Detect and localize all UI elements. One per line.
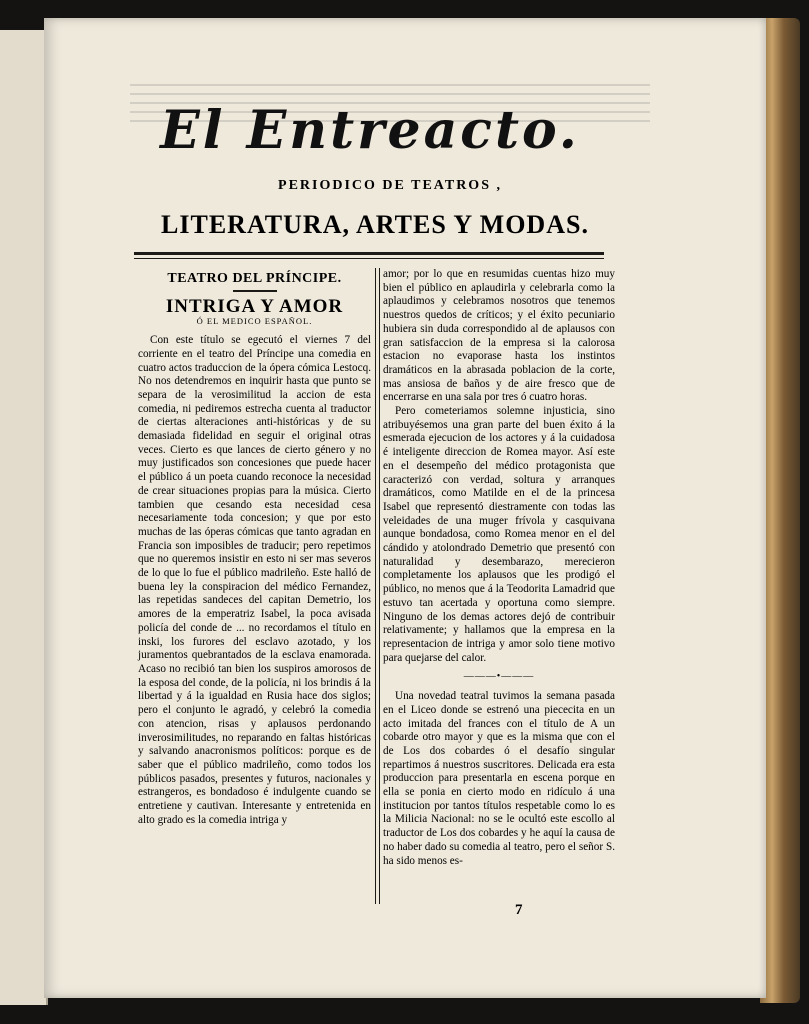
section-rule bbox=[233, 290, 277, 292]
masthead-title: El Entreacto. bbox=[160, 100, 580, 161]
left-page-edge bbox=[0, 30, 48, 1005]
column-left bbox=[138, 272, 371, 827]
masthead-rule-thin bbox=[134, 258, 604, 259]
masthead-rule-thick bbox=[134, 252, 604, 255]
ornament-divider: ———•——— bbox=[463, 671, 535, 683]
article-paragraph: Con este título se egecutó el viernes 7 del corriente en el teatro del Príncipe una comedia en cuatro actos traduccion de la ópera cómica Lestocq. No nos detendremos en inquirir hasta que punto se separa de la verosimilitud la accion de esta comedia, ni pediremos estrecha cuenta al traductor de ciertas alteraciones anti-históricas y de su demasiada fidelidad en seguir el original otras veces. Cierto es que lances de cierto género y no muy justificados son concesiones que puede hacer el público á un poeta cuando reconoce la necesidad de crear situaciones propias para la música. Cierto tambien que cesando esta necesidad cesa necesariamente toda concesion; y que por esto muchas de las óperas cómicas que tanto agradan en Francia son imposibles de traducir; pero repetimos que no queremos insistir en esto ni ser mas severos de lo que lo fue el público madrileño. Este halló de buena ley la conspiracion del médico Fernandez, las repetidas sandeces del capitan Demetrio, los amores de la emperatriz Isabel, la poca avisada policía del conde de ... no recordamos el título en inski, los furores del esclavo azotado, y los juramentos quebrantados de la esclava enamorada. Acaso no recibió tan bien los suspiros amorosos de la esposa del conde, de la policía, ni los brindis á la libertad y á la igualdad en Rusia hace dos siglos; pero el conjunto le agradó, y celebró la comedia con atencion, risas y aplausos perdonando inverosimilitudes, no reparando en faltas históricas y salvando anacronismos políticos: porque es de saber que el público madrileño, como todos los públicos pasados, presentes y futuros, nacionales y estrangeros, es bondadoso é indulgente cuando se entretiene y cautivan. Interesante y entretenida en alto grado es la comedia intriga y bbox=[138, 334, 371, 826]
play-subtitle: Ó EL MEDICO ESPAÑOL. bbox=[196, 316, 313, 327]
column-right bbox=[383, 268, 615, 868]
play-title: INTRIGA Y AMOR bbox=[165, 295, 344, 317]
book-spine-edge bbox=[760, 18, 800, 1003]
article-paragraph: Pero cometeriamos solemne injusticia, sino atribuyésemos una gran parte del buen éxito á la esmerada ejecucion de los actores y á la cuidadosa é inteligente direccion de Romea mayor. Así este en el desempeño del médico protagonista que caracterizó con verdad, soltura y arranques dramáticos, como Matilde en el de la princesa Isabel que representó diestramente con todas las veleidades de una muger frívola y casquivana aunque bondadosa, como Romea menor en el del cándido y atolondrado Demetrio que presentó con naturalidad y desembarazo, merecieron completamente los aplausos que les prodigó el público, no menos que á la Teodorita Lamadrid que estuvo tan acertada y oportuna como siempre. Ninguno de los demas actores dejó de contribuir relativamente; y hallamos que la empresa en la representacion de intriga y amor solo tiene motivo para quejarse del calor. bbox=[383, 405, 615, 664]
section-heading: TEATRO DEL PRÍNCIPE. bbox=[167, 271, 342, 286]
article-paragraph: amor; por lo que en resumidas cuentas hizo muy bien el público en aplaudirla y celebrarla como la aplaudimos y celebramos nosotros que tenemos nuestros quedos de críticos; y el éxito pecuniario hubiera sin duda correspondido al de aplausos con gran satisfaccion de la empresa si la calorosa estacion no evaporase hasta los instintos dramáticos en la abrasada poblacion de la corte, mas ansiosa de baños y de aire fresco que de encerrarse en una sala por tres ó cuatro horas. bbox=[383, 268, 615, 404]
article-paragraph: Una novedad teatral tuvimos la semana pasada en el Liceo donde se estrenó una piececita en un acto imitada del frances con el título de A un cobarde otro mayor y que es la misma que con el de Los dos cobardes ó el desafío singular repartimos á nuestros suscritores. Delicada era esta produccion para presentarla en escena porque en ella se ponia en cierto modo en ridículo á una institucion por tantos títulos respetable como lo es la Milicia Nacional: no se le ocultó este escollo al traductor de Los dos cobardes y he aquí la causa de no haber dado su comedia al teatro, pero el señor S. ha sido menos es- bbox=[383, 690, 615, 867]
page-number: 7 bbox=[515, 902, 523, 918]
masthead-subtitle: PERIODICO DE TEATROS , bbox=[278, 178, 502, 193]
column-divider bbox=[375, 268, 380, 904]
masthead-subtitle-2: LITERATURA, ARTES Y MODAS. bbox=[161, 210, 589, 239]
